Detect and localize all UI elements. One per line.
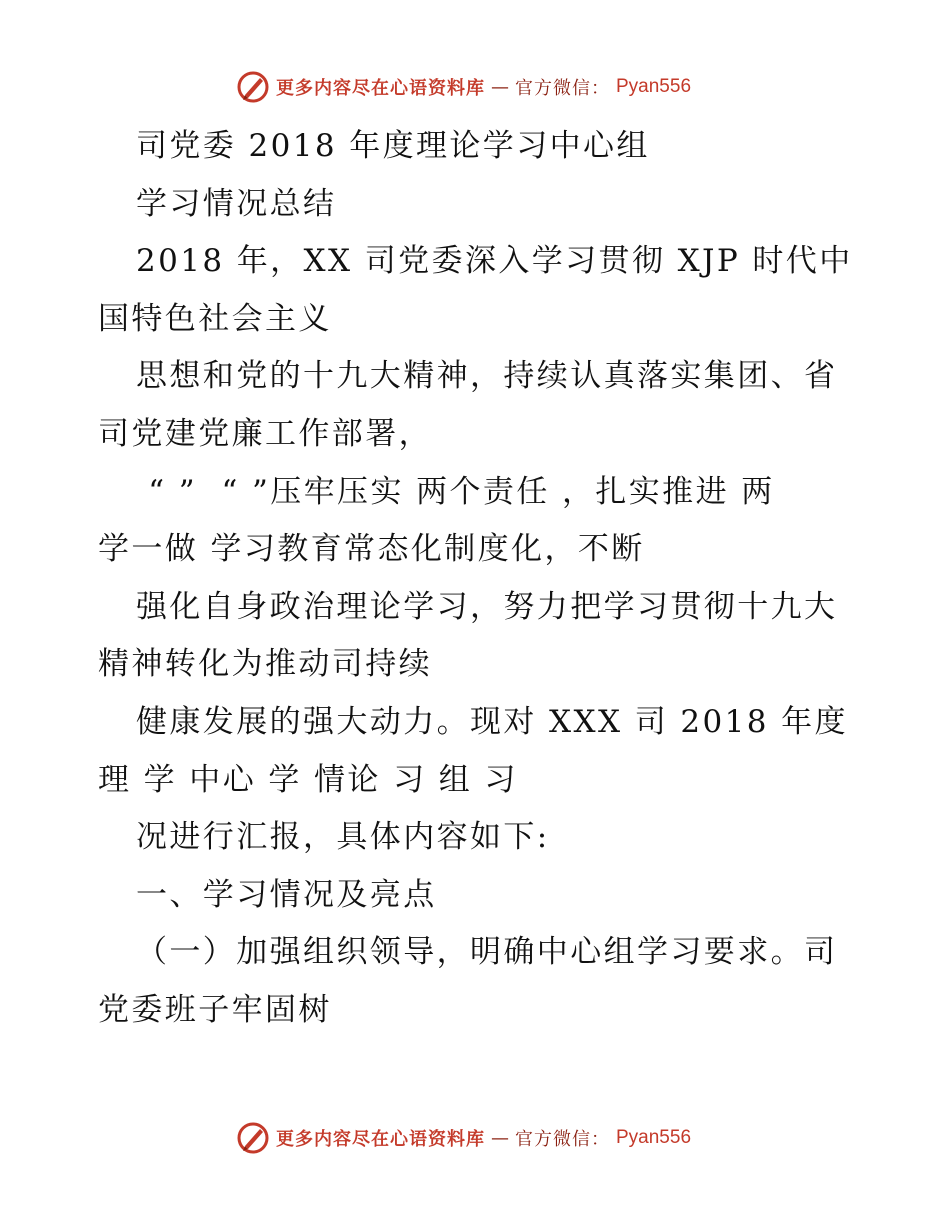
document-body [98, 118, 858, 1040]
red-circle-pen-logo-icon [236, 1121, 270, 1155]
document-title-line-2: 学习情况总结 [136, 185, 337, 222]
watermark-text: 更多内容尽在心语资料库 [276, 1129, 485, 1150]
watermark-separator: — [491, 76, 509, 98]
paragraph-line: 健康发展的强大动力。现对 XXX 司 2018 年度 [136, 703, 848, 740]
paragraph-line: 精神转化为推动司持续 [98, 646, 432, 683]
watermark-wechat-label: 官方微信： [515, 78, 610, 99]
paragraph-line: 国特色社会主义 [98, 300, 332, 337]
watermark-wechat-label: 官方微信： [515, 1129, 610, 1150]
paragraph-line: 司党建党廉工作部署， [98, 415, 432, 452]
paragraph-line: “ ” “ ”压牢压实 两个责任 ，扎实推进 两 [136, 473, 775, 510]
red-circle-pen-logo-icon [236, 70, 270, 104]
paragraph-line: 学一做 学习教育常态化制度化，不断 [98, 531, 645, 568]
subsection-line: （一）加强组织领导，明确中心组学习要求。司 [136, 934, 838, 971]
watermark-wechat-id: Pyan556 [616, 1127, 692, 1148]
header-watermark [236, 70, 691, 104]
footer-watermark [236, 1121, 691, 1155]
watermark-text: 更多内容尽在心语资料库 [276, 78, 485, 99]
paragraph-line: 理 学 中心 学 情论 习 组 习 [98, 761, 518, 798]
paragraph-line: 思想和党的十九大精神，持续认真落实集团、省 [136, 358, 838, 395]
paragraph-line: 2018 年，XX 司党委深入学习贯彻 XJP 时代中 [136, 243, 853, 280]
watermark-wechat-id: Pyan556 [616, 76, 692, 97]
paragraph-line: 强化自身政治理论学习，努力把学习贯彻十九大 [136, 588, 838, 625]
section-heading: 一、学习情况及亮点 [136, 876, 437, 913]
paragraph-line: 况进行汇报，具体内容如下: [136, 819, 550, 856]
watermark-separator: — [491, 1127, 509, 1149]
document-title-line-1: 司党委 2018 年度理论学习中心组 [136, 128, 650, 164]
paragraph-line: 党委班子牢固树 [98, 991, 332, 1028]
